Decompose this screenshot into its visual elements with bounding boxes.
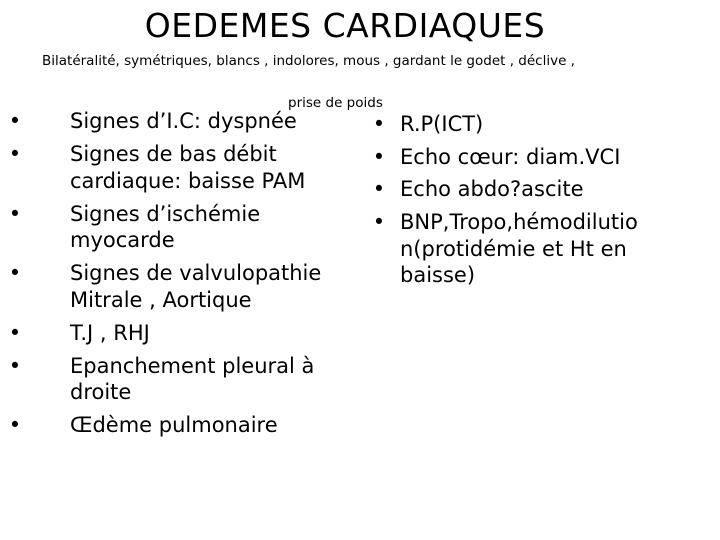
bullet-icon: • <box>8 413 22 437</box>
list-item-text-continued: droite <box>70 380 132 404</box>
bullet-icon: • <box>372 177 386 202</box>
list-item-text: Œdème pulmonaire <box>70 413 278 437</box>
right-bullet-list <box>372 111 672 295</box>
slide-title: OEDEMES CARDIAQUES <box>144 6 546 45</box>
list-item <box>8 201 348 254</box>
list-item <box>372 176 672 203</box>
bullet-icon: • <box>8 142 22 166</box>
bullet-icon: • <box>8 109 22 133</box>
list-item-text-continued: n(protidémie et Ht en <box>400 236 627 261</box>
list-item <box>8 412 348 439</box>
subtitle-line-1: Bilatéralité, symétriques, blancs , indolores, mous , gardant le godet , déclive , <box>42 53 575 69</box>
list-item-text: BNP,Tropo,hémodilutio <box>400 210 638 235</box>
bullet-icon: • <box>372 112 386 136</box>
list-item <box>372 144 672 171</box>
bullet-icon: • <box>8 261 22 285</box>
list-item <box>8 320 348 347</box>
list-item-text: Epanchement pleural à <box>70 353 315 378</box>
list-item-text: Signes d’ischémie <box>70 201 261 226</box>
list-item <box>372 209 672 289</box>
subtitle-line-2: prise de poids <box>288 95 383 111</box>
list-item-text: Echo cœur: diam.VCI <box>400 144 621 169</box>
bullet-icon: • <box>8 353 22 378</box>
list-item <box>8 141 348 194</box>
list-item-text-continued: baisse) <box>400 263 476 288</box>
list-item <box>8 260 348 313</box>
list-item-text-continued: Mitrale , Aortique <box>70 287 252 312</box>
bullet-icon: • <box>8 320 22 345</box>
list-item <box>372 111 672 138</box>
left-bullet-list <box>8 108 348 445</box>
list-item-text-continued: cardiaque: baisse PAM <box>70 168 306 193</box>
list-item-text: T.J , RHJ <box>70 320 150 345</box>
list-item <box>8 108 348 135</box>
bullet-icon: • <box>372 210 386 235</box>
list-item-text-continued: myocarde <box>70 228 175 252</box>
list-item-text: Echo abdo?ascite <box>400 177 584 202</box>
list-item-text: Signes de bas débit <box>70 142 277 166</box>
bullet-icon: • <box>8 201 22 226</box>
list-item-text: Signes d’I.C: dyspnée <box>70 109 297 133</box>
list-item-text: Signes de valvulopathie <box>70 261 322 285</box>
list-item-text: R.P(ICT) <box>400 112 484 136</box>
list-item <box>8 353 348 406</box>
bullet-icon: • <box>372 144 386 169</box>
